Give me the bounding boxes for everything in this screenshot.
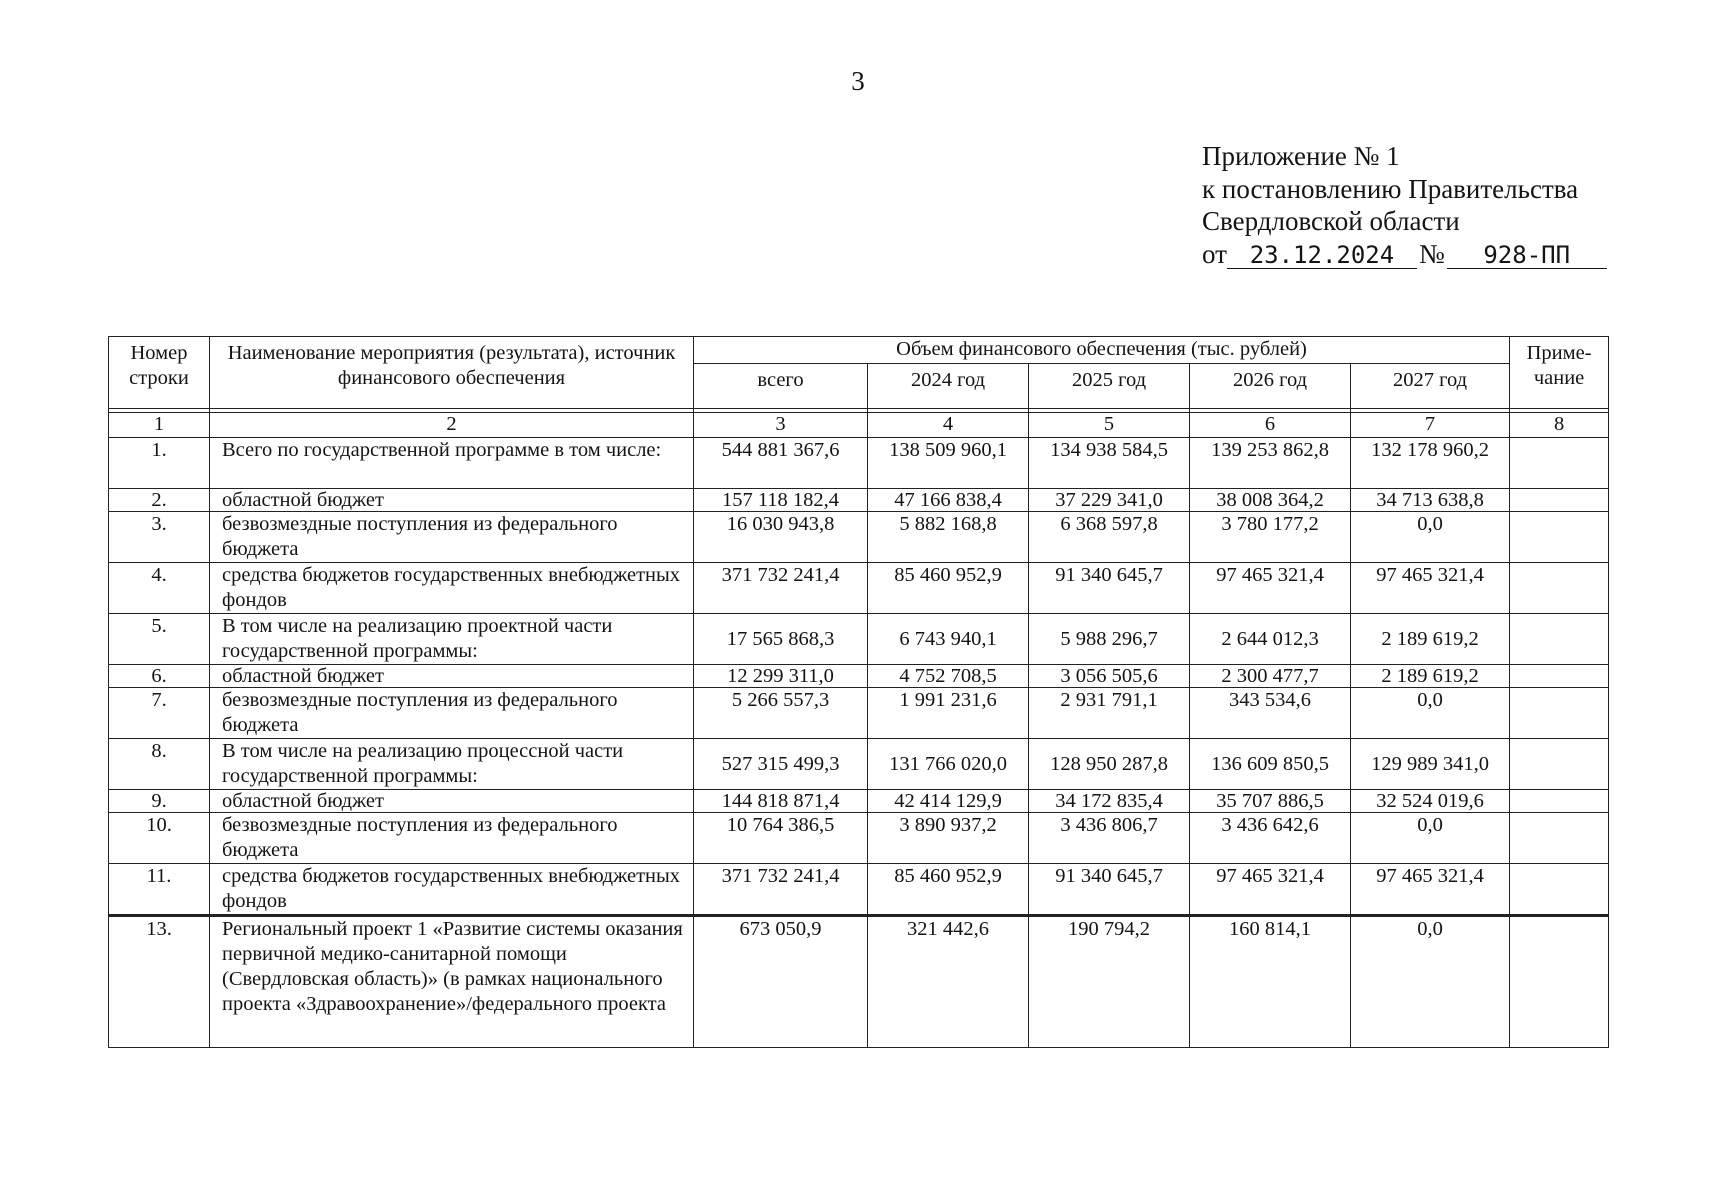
row-name-cell: В том числе на реализацию проектной части государственной программы:	[210, 614, 694, 665]
table-row	[109, 688, 1609, 739]
table-row	[109, 563, 1609, 614]
table-header-row	[109, 337, 1609, 364]
row-2024-cell: 5 882 168,8	[868, 512, 1029, 563]
header-2024: 2024 год	[868, 364, 1029, 409]
row-note-cell	[1510, 739, 1609, 790]
row-2026-cell: 160 814,1	[1190, 916, 1351, 1048]
row-name-cell: безвозмездные поступления из федерального бюджета	[210, 688, 694, 739]
row-name-cell: Региональный проект 1 «Развитие системы оказания первичной медико-санитарной помощи (Свердловская область)» (в рамках национального проекта «Здравоохранение»/федерального проекта	[210, 916, 694, 1048]
row-note-cell	[1510, 665, 1609, 688]
financing-table	[108, 336, 1609, 1048]
row-2024-cell: 138 509 960,1	[868, 438, 1029, 489]
header-total: всего	[694, 364, 868, 409]
header-2027: 2027 год	[1351, 364, 1510, 409]
row-2025-cell: 6 368 597,8	[1029, 512, 1190, 563]
row-2025-cell: 5 988 296,7	[1029, 614, 1190, 665]
row-2025-cell: 91 340 645,7	[1029, 563, 1190, 614]
date-prefix: от	[1202, 238, 1227, 269]
row-2024-cell: 4 752 708,5	[868, 665, 1029, 688]
row-number-cell: 3.	[109, 512, 210, 563]
row-name-cell: средства бюджетов государственных внебюджетных фондов	[210, 864, 694, 916]
row-total-cell: 157 118 182,4	[694, 489, 868, 512]
row-number-cell: 6.	[109, 665, 210, 688]
row-name-cell: безвозмездные поступления из федерального бюджета	[210, 512, 694, 563]
row-note-cell	[1510, 512, 1609, 563]
table-row	[109, 512, 1609, 563]
row-note-cell	[1510, 790, 1609, 813]
row-2025-cell: 128 950 287,8	[1029, 739, 1190, 790]
appendix-region-line: Свердловской области	[1202, 206, 1460, 236]
header-row-number: Номер строки	[109, 337, 210, 409]
row-total-cell: 5 266 557,3	[694, 688, 868, 739]
column-number-cell: 1	[109, 413, 210, 438]
row-2026-cell: 3 436 642,6	[1190, 813, 1351, 864]
resolution-date: 23.12.2024	[1227, 242, 1417, 269]
row-2027-cell: 2 189 619,2	[1351, 665, 1510, 688]
row-number-cell: 13.	[109, 916, 210, 1048]
row-total-cell: 12 299 311,0	[694, 665, 868, 688]
row-2024-cell: 85 460 952,9	[868, 864, 1029, 916]
row-note-cell	[1510, 916, 1609, 1048]
column-number-cell: 3	[694, 413, 868, 438]
column-number-cell: 5	[1029, 413, 1190, 438]
row-total-cell: 527 315 499,3	[694, 739, 868, 790]
row-number-cell: 11.	[109, 864, 210, 916]
row-total-cell: 371 732 241,4	[694, 563, 868, 614]
number-sign: №	[1418, 238, 1445, 269]
row-2027-cell: 32 524 019,6	[1351, 790, 1510, 813]
row-number-cell: 1.	[109, 438, 210, 489]
row-2027-cell: 0,0	[1351, 512, 1510, 563]
row-2027-cell: 0,0	[1351, 688, 1510, 739]
row-2024-cell: 85 460 952,9	[868, 563, 1029, 614]
row-2026-cell: 3 780 177,2	[1190, 512, 1351, 563]
row-total-cell: 673 050,9	[694, 916, 868, 1048]
row-total-cell: 17 565 868,3	[694, 614, 868, 665]
row-2026-cell: 97 465 321,4	[1190, 563, 1351, 614]
header-volume-group: Объем финансового обеспечения (тыс. рублей)	[694, 337, 1510, 364]
appendix-block	[1202, 140, 1607, 270]
row-2026-cell: 136 609 850,5	[1190, 739, 1351, 790]
row-2025-cell: 3 056 505,6	[1029, 665, 1190, 688]
row-2027-cell: 34 713 638,8	[1351, 489, 1510, 512]
row-number-cell: 10.	[109, 813, 210, 864]
row-2025-cell: 34 172 835,4	[1029, 790, 1190, 813]
row-number-cell: 8.	[109, 739, 210, 790]
appendix-resolution-line: к постановлению Правительства	[1202, 173, 1579, 204]
row-name-cell: безвозмездные поступления из федерального бюджета	[210, 813, 694, 864]
row-2027-cell: 132 178 960,2	[1351, 438, 1510, 489]
row-2026-cell: 35 707 886,5	[1190, 790, 1351, 813]
column-number-cell: 6	[1190, 413, 1351, 438]
row-total-cell: 371 732 241,4	[694, 864, 868, 916]
header-note: Приме-чание	[1510, 337, 1609, 409]
row-2024-cell: 47 166 838,4	[868, 489, 1029, 512]
row-2026-cell: 2 300 477,7	[1190, 665, 1351, 688]
row-name-cell: Всего по государственной программе в том числе:	[210, 438, 694, 489]
page-number: 3	[851, 66, 865, 96]
row-2026-cell: 343 534,6	[1190, 688, 1351, 739]
row-total-cell: 544 881 367,6	[694, 438, 868, 489]
table-row	[109, 864, 1609, 916]
column-number-row	[109, 413, 1609, 438]
row-2027-cell: 2 189 619,2	[1351, 614, 1510, 665]
row-2025-cell: 3 436 806,7	[1029, 813, 1190, 864]
row-name-cell: средства бюджетов государственных внебюджетных фондов	[210, 563, 694, 614]
row-name-cell: областной бюджет	[210, 790, 694, 813]
row-2027-cell: 0,0	[1351, 813, 1510, 864]
row-total-cell: 10 764 386,5	[694, 813, 868, 864]
table-row	[109, 614, 1609, 665]
table-row	[109, 438, 1609, 489]
row-number-cell: 4.	[109, 563, 210, 614]
row-2024-cell: 3 890 937,2	[868, 813, 1029, 864]
row-number-cell: 2.	[109, 489, 210, 512]
row-2024-cell: 321 442,6	[868, 916, 1029, 1048]
row-number-cell: 5.	[109, 614, 210, 665]
row-name-cell: областной бюджет	[210, 489, 694, 512]
row-name-cell: областной бюджет	[210, 665, 694, 688]
row-note-cell	[1510, 688, 1609, 739]
row-note-cell	[1510, 813, 1609, 864]
row-number-cell: 7.	[109, 688, 210, 739]
row-2024-cell: 131 766 020,0	[868, 739, 1029, 790]
row-2025-cell: 134 938 584,5	[1029, 438, 1190, 489]
row-2024-cell: 6 743 940,1	[868, 614, 1029, 665]
column-number-cell: 8	[1510, 413, 1609, 438]
appendix-date-line	[1202, 238, 1607, 271]
table-row	[109, 739, 1609, 790]
header-name: Наименование мероприятия (результата), источник финансового обеспечения	[210, 337, 694, 409]
appendix-title: Приложение № 1	[1202, 141, 1400, 171]
row-note-cell	[1510, 614, 1609, 665]
row-2025-cell: 37 229 341,0	[1029, 489, 1190, 512]
row-number-cell: 9.	[109, 790, 210, 813]
table-row	[109, 916, 1609, 1048]
row-2026-cell: 139 253 862,8	[1190, 438, 1351, 489]
row-2027-cell: 129 989 341,0	[1351, 739, 1510, 790]
row-2026-cell: 2 644 012,3	[1190, 614, 1351, 665]
row-2025-cell: 91 340 645,7	[1029, 864, 1190, 916]
row-note-cell	[1510, 489, 1609, 512]
row-2024-cell: 1 991 231,6	[868, 688, 1029, 739]
row-2027-cell: 0,0	[1351, 916, 1510, 1048]
column-number-cell: 7	[1351, 413, 1510, 438]
row-2026-cell: 38 008 364,2	[1190, 489, 1351, 512]
row-2027-cell: 97 465 321,4	[1351, 864, 1510, 916]
header-2025: 2025 год	[1029, 364, 1190, 409]
row-total-cell: 16 030 943,8	[694, 512, 868, 563]
row-2025-cell: 190 794,2	[1029, 916, 1190, 1048]
row-note-cell	[1510, 563, 1609, 614]
header-2026: 2026 год	[1190, 364, 1351, 409]
table-row	[109, 813, 1609, 864]
row-note-cell	[1510, 438, 1609, 489]
row-total-cell: 144 818 871,4	[694, 790, 868, 813]
table-row	[109, 489, 1609, 512]
row-note-cell	[1510, 864, 1609, 916]
column-number-cell: 2	[210, 413, 694, 438]
row-2025-cell: 2 931 791,1	[1029, 688, 1190, 739]
table-row	[109, 790, 1609, 813]
row-2027-cell: 97 465 321,4	[1351, 563, 1510, 614]
column-number-cell: 4	[868, 413, 1029, 438]
row-2024-cell: 42 414 129,9	[868, 790, 1029, 813]
table-row	[109, 665, 1609, 688]
resolution-number: 928-ПП	[1447, 242, 1607, 269]
row-2026-cell: 97 465 321,4	[1190, 864, 1351, 916]
row-name-cell: В том числе на реализацию процессной части государственной программы:	[210, 739, 694, 790]
